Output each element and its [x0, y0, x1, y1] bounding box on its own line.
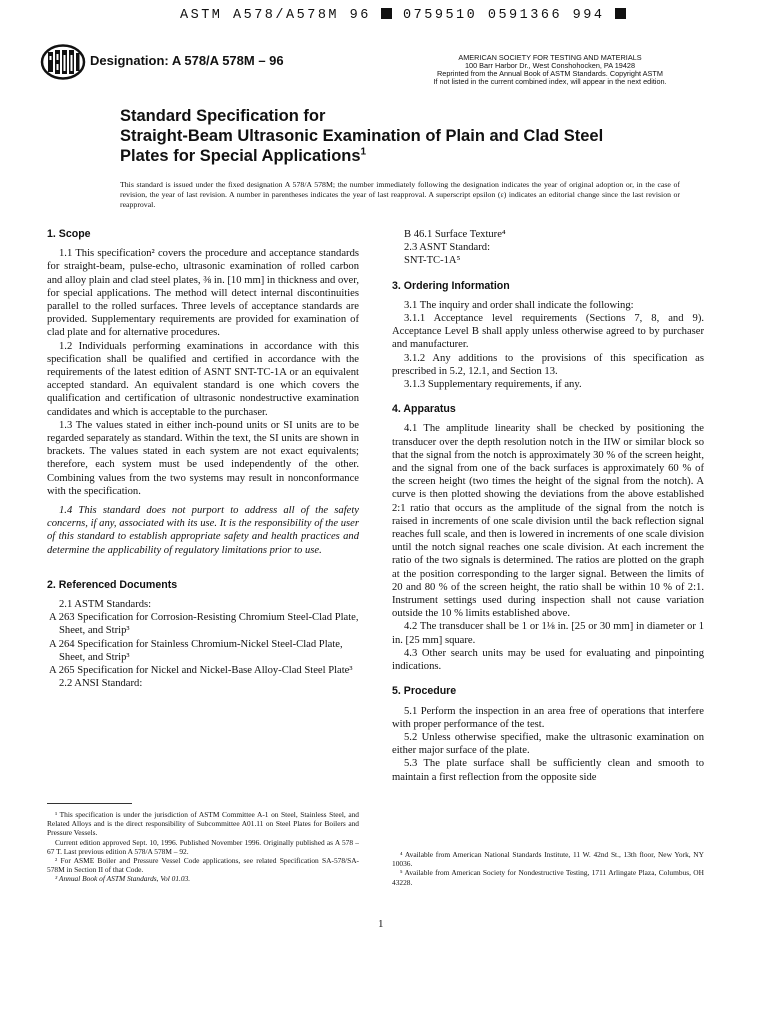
footnotes-left	[47, 803, 359, 884]
paragraph-3-1: 3.1 The inquiry and order shall indicate the following:	[404, 299, 634, 311]
ref-b46: B 46.1 Surface Texture⁴	[404, 229, 506, 240]
page-number: 1	[378, 918, 384, 930]
document-title	[120, 106, 680, 166]
footnote-4: ⁴ Available from American National Standards Institute, 11 W. 42nd St., 13th floor, New York, NY 10036.	[392, 850, 704, 869]
footnotes-right	[392, 850, 704, 887]
ref-ansi-standard: 2.2 ANSI Standard:	[59, 678, 143, 690]
footnote-1: ¹ This specification is under the jurisdiction of ASTM Committee A-1 on Steel, Stainless Steel, and Related Alloys and is the direct responsibility of Subcommittee A01.11 on Steel Plates for Boilers and Pressure Vessels.	[47, 810, 359, 838]
publisher-address: 100 Barr Harbor Dr., West Conshohocken, PA 19428	[464, 61, 636, 70]
paragraph-3-1-2: 3.1.2 Any additions to the provisions of this specification as prescribed in 5.2, 12.1, and Section 13.	[392, 352, 704, 377]
right-column	[392, 228, 704, 784]
ref-a263: A 263 Specification for Corrosion-Resisting Chromium Steel-Clad Plate, Sheet, and Strip³	[49, 612, 359, 637]
ref-asnt-standard: 2.3 ASNT Standard:	[404, 242, 491, 254]
footnote-5: ⁵ Available from American Society for Nondestructive Testing, 1711 Arlingate Plaza, Columbus, OH 43228.	[392, 868, 704, 887]
title-line-3: Plates for Special Applications	[120, 147, 361, 165]
title-footnote-mark: 1	[360, 146, 367, 158]
black-block-icon	[615, 8, 626, 19]
title-line-2: Straight-Beam Ultrasonic Examination of Plain and Clad Steel	[120, 127, 604, 145]
astm-logo-icon	[40, 44, 86, 85]
publisher-info	[420, 54, 680, 86]
paragraph-3-1-3: 3.1.3 Supplementary requirements, if any.	[404, 379, 582, 391]
header-tracking-code	[180, 8, 626, 23]
ref-astm-standards: 2.1 ASTM Standards:	[59, 599, 152, 611]
paragraph-5-1: 5.1 Perform the inspection in an area free of operations that interfere with proper performance of the test.	[392, 705, 704, 730]
paragraph-1-1: 1.1 This specification² covers the procedure and acceptance standards for straight-beam, pulse-echo, ultrasonic examination of rolled carbon and alloy plain and clad steel plates, ⅜ in. [10 mm] in thickness and over, for special applications. The method will detect internal discontinuities parallel to the rolled surfaces. Three levels of acceptance standards are provided. Supplementary requirements are provided for examination of clad plate and for alternative procedures.	[47, 248, 359, 339]
paragraph-5-3: 5.3 The plate surface shall be sufficiently clean and smooth to maintain a first reflection from the opposite side	[392, 758, 704, 783]
paragraph-1-3: 1.3 The values stated in either inch-pound units or SI units are to be regarded separately as standard. Within the text, the SI units are shown in brackets. The values stated in each system are not exact equivalents; therefore, each system must be used independently of the other. Combining values from the two systems may result in nonconformance with the specification.	[47, 419, 359, 497]
header-code-prefix: ASTM A578/A578M 96	[180, 8, 371, 23]
section-heading-procedure: 5. Procedure	[392, 685, 457, 698]
paragraph-4-2: 4.2 The transducer shall be 1 or 1⅛ in. [25 or 30 mm] in diameter or 1 in. [25 mm] square.	[392, 621, 704, 646]
ref-a265: A 265 Specification for Nickel and Nickel-Base Alloy-Clad Steel Plate³	[49, 665, 353, 677]
left-column	[47, 228, 359, 691]
publisher-index-note: If not listed in the current combined index, will appear in the next edition.	[433, 77, 667, 86]
title-line-1: Standard Specification for	[120, 107, 326, 125]
paragraph-1-4-safety: 1.4 This standard does not purport to address all of the safety concerns, if any, associated with its use. It is the responsibility of the user of this standard to establish appropriate safety and health practices and determine the applicability of regulatory limitations prior to use.	[47, 505, 359, 556]
paragraph-4-3: 4.3 Other search units may be used for evaluating and pinpointing indications.	[392, 647, 704, 673]
black-block-icon	[381, 8, 392, 19]
publisher-name: AMERICAN SOCIETY FOR TESTING AND MATERIALS	[458, 53, 642, 62]
section-heading-referenced-documents: 2. Referenced Documents	[47, 578, 178, 591]
section-heading-scope: 1. Scope	[47, 228, 91, 240]
footnote-3: ³ Annual Book of ASTM Standards, Vol 01.03.	[55, 874, 191, 884]
ref-snt-tc-1a: SNT-TC-1A⁵	[404, 255, 461, 267]
footnote-2: ² For ASME Boiler and Pressure Vessel Code applications, see related Specification SA-578/SA-578M in Section II of that Code.	[47, 856, 359, 875]
footnote-rule	[47, 803, 132, 804]
header-code-mid: 0759510 0591366 994	[403, 8, 605, 23]
paragraph-5-2: 5.2 Unless otherwise specified, make the ultrasonic examination on either major surface of the plate.	[392, 731, 704, 757]
paragraph-4-1: 4.1 The amplitude linearity shall be checked by positioning the transducer over the depth resolution notch in the IIW or similar block so that the signal from the notch is approximately 30 % of the screen height, and the signal from one of the back surfaces is approximately 60 % of the screen height (two times the height of the signal from the notch). A curve is then plotted showing the deviations from the above established 2:1 ratio that occurs as the amplitude of the signal from the notch is raised in increments of one scale division until the back reflection signal reaches full scale, and then is lowered in increments of one scale division until the notch signal reaches one scale division. At each increment the ratio of the two signals is determined. The ratios are plotted on the graph at the position corresponding to the larger signal. Between the limits of 20 and 80 % of the screen height, the ratio shall be within 10 % of 2:1. Instrument settings used during inspection shall not cause variation outside the 10 % limits established above.	[392, 423, 704, 620]
section-heading-apparatus: 4. Apparatus	[392, 403, 456, 416]
paragraph-3-1-1: 3.1.1 Acceptance level requirements (Sections 7, 8, and 9). Acceptance Level B shall apply unless otherwise agreed to by purchaser and manufacturer.	[392, 313, 704, 351]
paragraph-1-2: 1.2 Individuals performing examinations in accordance with this specification shall be qualified and certified in accordance with the requirements of the latest edition of ASNT SNT-TC-1A or an equivalent accepted standard. An equivalent standard is one which covers the qualification and certification of ultrasonic nondestructive examination candidates and which is acceptable to the purchaser.	[47, 340, 359, 418]
designation: Designation: A 578/A 578M – 96	[90, 53, 284, 68]
designation-notice: This standard is issued under the fixed designation A 578/A 578M; the number immediately following the designation indicates the year of original adoption or, in the case of revision, the year of last revision. A number in parentheses indicates the year of last reapproval. A superscript epsilon (ε) indicates an editorial change since the last revision or reapproval.	[120, 180, 680, 209]
ref-a264: A 264 Specification for Stainless Chromium-Nickel Steel-Clad Plate, Sheet, and Strip³	[49, 638, 343, 663]
section-heading-ordering: 3. Ordering Information	[392, 279, 510, 292]
footnote-1-edition: Current edition approved Sept. 10, 1996. Published November 1996. Originally published as A 578 – 67 T. Last previous edition A 578/A 578M – 92.	[47, 837, 359, 856]
publisher-reprint-note: Reprinted from the Annual Book of ASTM Standards. Copyright ASTM	[437, 69, 663, 78]
